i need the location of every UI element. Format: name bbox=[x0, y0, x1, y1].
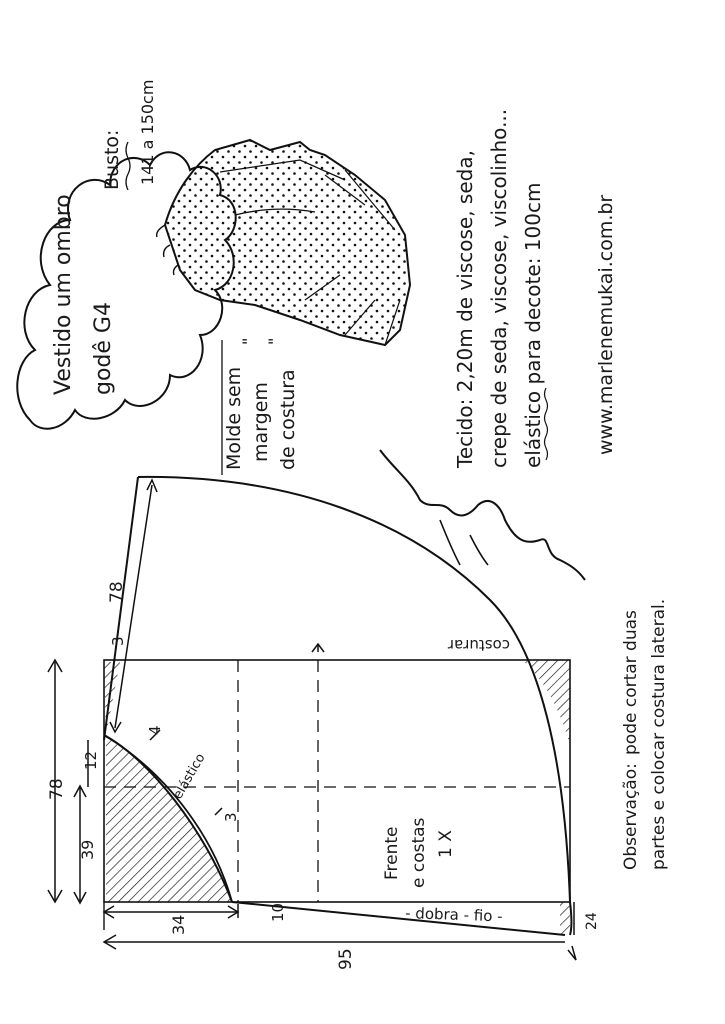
tecido-line3: elástico para decote: 100cm bbox=[521, 182, 545, 468]
pattern-piece bbox=[104, 477, 572, 935]
dobra-fio-label: - dobra - fio - bbox=[404, 904, 503, 926]
svg-text:": " bbox=[265, 337, 284, 345]
dress-sketch bbox=[157, 140, 410, 345]
molde-line1: Molde sem bbox=[223, 366, 245, 470]
website: www.marlenemukai.com.br bbox=[595, 194, 617, 455]
signature-mark bbox=[380, 450, 585, 580]
m4: 4 bbox=[146, 725, 164, 735]
piece-label1: Frente bbox=[382, 826, 402, 880]
molde-line3: de costura bbox=[277, 369, 299, 470]
observacao-line1: pode cortar duas bbox=[621, 610, 641, 755]
busto-label: Busto: bbox=[101, 129, 123, 190]
molde-line2: margem bbox=[250, 382, 272, 462]
m24: 24 bbox=[584, 912, 600, 930]
m78-top: 78 bbox=[107, 581, 127, 603]
m78-left: 78 bbox=[47, 778, 67, 800]
busto-underline bbox=[126, 142, 130, 190]
tecido-line1: Tecido: 2,20m de viscose, seda, bbox=[453, 150, 477, 468]
molde-note bbox=[222, 338, 299, 475]
piece-label3: 1 X bbox=[436, 830, 456, 858]
svg-text:": " bbox=[239, 337, 258, 345]
costurar-label: costurar bbox=[447, 636, 510, 654]
piece-label2: e costas bbox=[409, 817, 429, 888]
m39: 39 bbox=[78, 839, 97, 860]
observacao-label: Observação: bbox=[621, 763, 641, 870]
m3-mid: 3 bbox=[222, 812, 240, 822]
neckline-hatch bbox=[106, 735, 232, 902]
hem-hatch-bottom bbox=[560, 902, 570, 935]
m34: 34 bbox=[169, 914, 188, 935]
busto-value: 141 a 150cm bbox=[138, 79, 157, 185]
elastico-label: elástico bbox=[170, 751, 209, 802]
m10: 10 bbox=[269, 902, 287, 922]
title-line2: godê G4 bbox=[91, 302, 116, 395]
observacao-line2: partes e colocar costura lateral. bbox=[649, 598, 669, 870]
m12: 12 bbox=[82, 750, 100, 770]
hem-hatch-top bbox=[522, 660, 570, 745]
m95: 95 bbox=[336, 948, 356, 970]
title-line1: Vestido um ombro bbox=[51, 194, 76, 395]
m3-top: 3 bbox=[109, 636, 127, 646]
tecido-line2: crepe de seda, viscose, viscolinho... bbox=[487, 108, 511, 468]
